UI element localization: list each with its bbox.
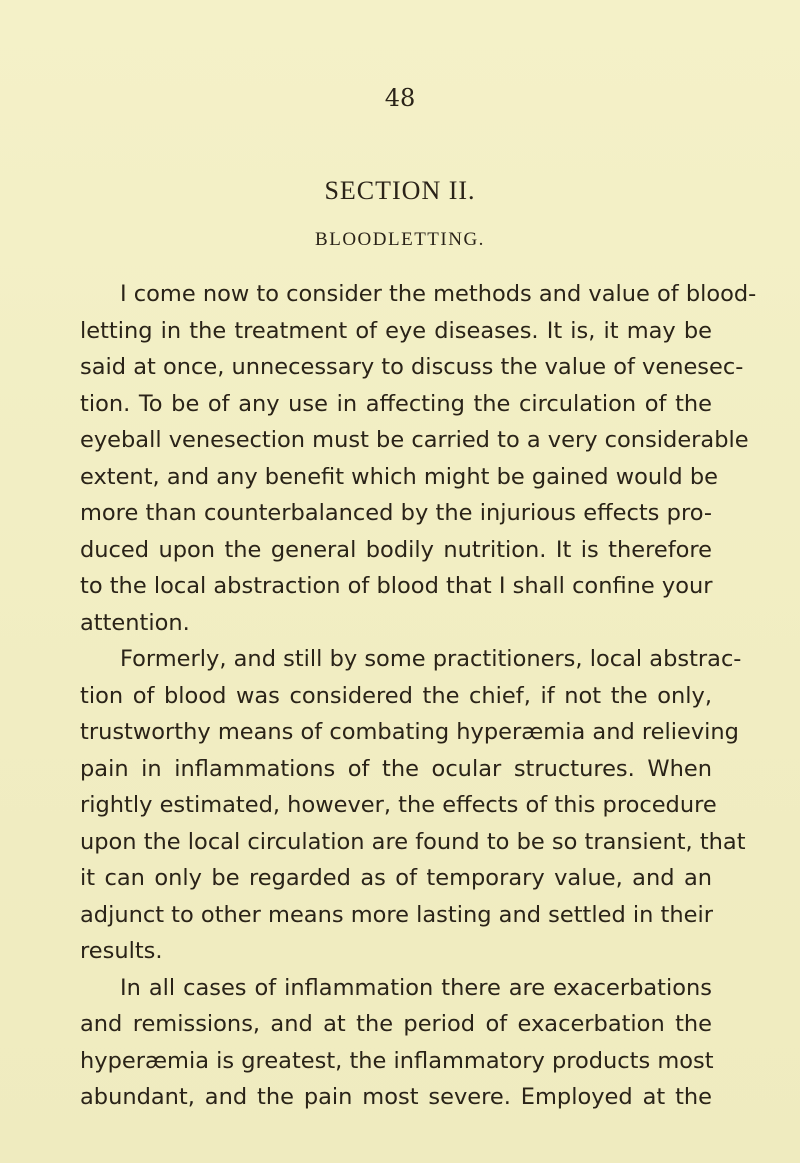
text-line: pain in inflammations of the ocular structures. When	[80, 755, 712, 782]
page-number: 48	[384, 84, 416, 112]
paragraph-1	[80, 276, 757, 641]
text-line: adjunct to other means more lasting and settled in their	[80, 901, 713, 928]
text-line: hyperæmia is greatest, the inflammatory products most	[80, 1047, 714, 1074]
body-text	[80, 276, 757, 1116]
text-line: attention.	[80, 609, 190, 636]
text-line: letting in the treatment of eye diseases. It is, it may be	[80, 317, 712, 344]
text-line: results.	[80, 938, 163, 964]
text-line: said at once, unnecessary to discuss the value of venesec-	[80, 354, 744, 380]
section-title: SECTION II.	[324, 176, 476, 205]
text-line: duced upon the general bodily nutrition. It is therefore	[80, 536, 712, 563]
text-line: tion. To be of any use in affecting the circulation of the	[80, 390, 712, 417]
text-line: and remissions, and at the period of exacerbation the	[80, 1011, 712, 1037]
text-line: In all cases of inflammation there are exacerbations	[120, 974, 712, 1001]
text-line: extent, and any benefit which might be gained would be	[80, 463, 718, 490]
text-line: upon the local circulation are found to be so transient, that	[80, 828, 746, 855]
text-line: rightly estimated, however, the effects of this procedure	[80, 792, 717, 818]
text-line: Formerly, and still by some practitioners, local abstrac-	[120, 646, 742, 672]
text-line: abundant, and the pain most severe. Employed at the	[80, 1084, 712, 1110]
text-line: more than counterbalanced by the injurious effects pro-	[80, 500, 712, 526]
text-line: tion of blood was considered the chief, if not the only,	[80, 682, 712, 709]
section-subtitle: BLOODLETTING.	[315, 229, 485, 250]
text-line: to the local abstraction of blood that I shall confine your	[80, 573, 713, 599]
text-line: it can only be regarded as of temporary value, and an	[80, 865, 712, 891]
text-line: I come now to consider the methods and value of blood-	[120, 281, 757, 307]
text-line: eyeball venesection must be carried to a very considerable	[80, 427, 749, 453]
paragraph-2	[80, 641, 746, 970]
text-line: trustworthy means of combating hyperæmia and relieving	[80, 719, 739, 745]
paragraph-3	[80, 970, 712, 1116]
